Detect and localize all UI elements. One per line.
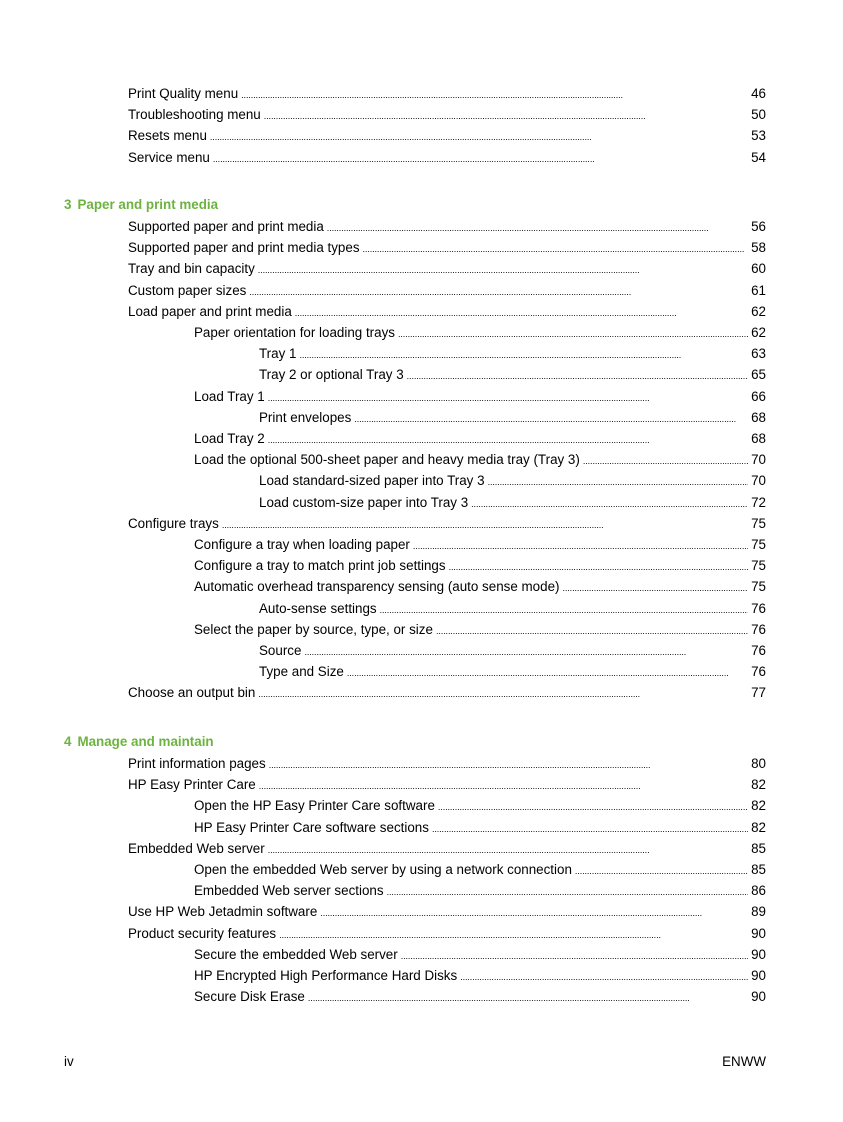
dot-leader bbox=[320, 905, 748, 921]
toc-entry-page: 63 bbox=[751, 346, 766, 362]
toc-entry[interactable] bbox=[128, 304, 766, 321]
toc-entry-page: 76 bbox=[751, 600, 766, 616]
toc-entry-title: Source bbox=[259, 643, 302, 658]
toc-entry[interactable] bbox=[194, 431, 766, 448]
toc-entry-title: Product security features bbox=[128, 925, 277, 941]
dot-leader bbox=[575, 863, 748, 879]
toc-entry[interactable] bbox=[194, 579, 766, 596]
dot-leader bbox=[269, 757, 748, 773]
toc-entry-page: 90 bbox=[751, 925, 766, 941]
dot-leader bbox=[438, 799, 748, 815]
toc-entry-page: 53 bbox=[751, 128, 766, 144]
toc-entry[interactable] bbox=[259, 346, 766, 363]
toc-entry-title: Secure Disk Erase bbox=[194, 989, 305, 1005]
toc-entry-title: Tray 2 or optional Tray 3 bbox=[259, 367, 404, 383]
toc-entry-page: 61 bbox=[751, 282, 766, 298]
toc-entry[interactable] bbox=[259, 410, 766, 427]
toc-entry[interactable] bbox=[194, 537, 766, 554]
toc-entry[interactable] bbox=[194, 389, 766, 406]
toc-entry-page: 85 bbox=[751, 840, 766, 856]
toc-entry[interactable] bbox=[194, 798, 766, 815]
dot-leader bbox=[259, 778, 748, 794]
dot-leader bbox=[387, 884, 749, 900]
toc-entry-page: 50 bbox=[751, 107, 766, 123]
toc-entry-page: 70 bbox=[751, 473, 766, 489]
toc-entry[interactable] bbox=[128, 150, 766, 167]
toc-entry[interactable] bbox=[194, 325, 766, 342]
toc-entry-page: 89 bbox=[751, 904, 766, 920]
toc-entry-page: 90 bbox=[751, 946, 766, 962]
chapter-title: Paper and print media bbox=[77, 197, 219, 212]
dot-leader bbox=[401, 948, 748, 964]
toc-entry-page: 90 bbox=[751, 989, 766, 1005]
toc-entry-page: 68 bbox=[751, 409, 766, 425]
dot-leader bbox=[488, 474, 749, 490]
toc-entry-page: 62 bbox=[751, 303, 766, 319]
toc-entry-page: 72 bbox=[751, 494, 766, 510]
dot-leader bbox=[295, 305, 748, 321]
toc-entry-page: 54 bbox=[751, 149, 766, 165]
dot-leader bbox=[213, 151, 748, 167]
dot-leader bbox=[471, 496, 748, 512]
toc-entry[interactable] bbox=[128, 841, 766, 858]
toc-entry-title: Load Tray 1 bbox=[194, 388, 265, 404]
dot-leader bbox=[279, 927, 748, 943]
toc-entry-title: Open the HP Easy Printer Care software bbox=[194, 798, 435, 814]
toc-entry[interactable] bbox=[259, 601, 766, 618]
toc-entry-title: Choose an output bin bbox=[128, 685, 256, 701]
toc-entry-page: 85 bbox=[751, 862, 766, 877]
chapter-number: 3 bbox=[64, 197, 72, 212]
toc-entry-page: 86 bbox=[751, 883, 766, 899]
footer-page-number: iv bbox=[64, 1054, 74, 1069]
dot-leader bbox=[258, 262, 748, 278]
chapter-title: Manage and maintain bbox=[77, 734, 214, 749]
toc-entry-page: 80 bbox=[751, 756, 766, 771]
toc-entry[interactable] bbox=[259, 643, 766, 660]
toc-entry[interactable] bbox=[128, 261, 766, 278]
toc-entry[interactable] bbox=[128, 283, 766, 300]
toc-entry[interactable] bbox=[259, 664, 766, 681]
toc-entry-title: Load the optional 500-sheet paper and heavy media tray (Tray 3) bbox=[194, 452, 580, 468]
toc-entry-title: Use HP Web Jetadmin software bbox=[128, 904, 318, 920]
toc-entry[interactable] bbox=[128, 219, 766, 236]
toc-entry-title: Tray and bin capacity bbox=[128, 261, 255, 277]
toc-entry-page: 58 bbox=[751, 240, 766, 256]
dot-leader bbox=[304, 644, 748, 660]
toc-entry-title: HP Easy Printer Care software sections bbox=[194, 819, 429, 835]
toc-entry-title: Configure a tray when loading paper bbox=[194, 537, 410, 552]
footer-doc-code: ENWW bbox=[722, 1054, 766, 1069]
toc-entry-title: Select the paper by source, type, or size bbox=[194, 621, 433, 637]
toc-entry-title: Load custom-size paper into Tray 3 bbox=[259, 494, 469, 510]
dot-leader bbox=[210, 129, 748, 145]
toc-entry-title: Supported paper and print media types bbox=[128, 240, 360, 256]
toc-entry-title: Load Tray 2 bbox=[194, 431, 265, 446]
toc-entry[interactable] bbox=[128, 756, 766, 773]
toc-entry-page: 82 bbox=[751, 819, 766, 835]
toc-entry-title: Open the embedded Web server by using a network connection bbox=[194, 862, 572, 877]
dot-leader bbox=[562, 580, 748, 596]
toc-entry-page: 60 bbox=[751, 261, 766, 277]
toc-entry[interactable] bbox=[194, 820, 766, 837]
toc-entry-title: HP Encrypted High Performance Hard Disks bbox=[194, 968, 458, 983]
toc-entry-title: Tray 1 bbox=[259, 346, 297, 362]
dot-leader bbox=[354, 411, 748, 427]
toc-entry-title: Embedded Web server sections bbox=[194, 883, 384, 899]
toc-entry-title: Custom paper sizes bbox=[128, 282, 247, 298]
toc-entry-page: 75 bbox=[751, 515, 766, 531]
toc-entry-title: Load paper and print media bbox=[128, 303, 292, 319]
toc-entry-page: 56 bbox=[751, 219, 766, 234]
toc-entry-page: 90 bbox=[751, 968, 766, 983]
dot-leader bbox=[380, 602, 748, 618]
dot-leader bbox=[398, 326, 748, 342]
toc-entry[interactable] bbox=[259, 473, 766, 490]
toc-entry-page: 76 bbox=[751, 643, 766, 658]
dot-leader bbox=[222, 517, 748, 533]
toc-entry-page: 75 bbox=[751, 537, 766, 552]
dot-leader bbox=[268, 842, 748, 858]
toc-entry[interactable] bbox=[128, 926, 766, 943]
dot-leader bbox=[413, 538, 748, 554]
toc-entry-page: 66 bbox=[751, 388, 766, 404]
dot-leader bbox=[583, 453, 748, 469]
toc-entry-title: Resets menu bbox=[128, 128, 207, 144]
toc-entry-title: Service menu bbox=[128, 149, 210, 165]
toc-entry[interactable] bbox=[194, 883, 766, 900]
toc-entry-page: 75 bbox=[751, 579, 766, 595]
toc-entry-title: Print Quality menu bbox=[128, 86, 239, 101]
dot-leader bbox=[347, 665, 748, 681]
toc-entry[interactable] bbox=[128, 685, 766, 702]
toc-entry-title: Embedded Web server bbox=[128, 840, 265, 856]
toc-entry-title: Print information pages bbox=[128, 756, 266, 771]
toc-entry[interactable] bbox=[194, 968, 766, 985]
dot-leader bbox=[449, 559, 749, 575]
toc-entry-title: Load standard-sized paper into Tray 3 bbox=[259, 473, 485, 489]
dot-leader bbox=[436, 623, 748, 639]
toc-entry[interactable] bbox=[128, 86, 766, 103]
dot-leader bbox=[268, 390, 748, 406]
toc-entry-title: Configure trays bbox=[128, 515, 219, 531]
toc-entry[interactable] bbox=[259, 367, 766, 384]
dot-leader bbox=[432, 821, 748, 837]
toc-entry[interactable] bbox=[194, 558, 766, 575]
toc-entry-title: Configure a tray to match print job settings bbox=[194, 558, 446, 574]
toc-entry-page: 76 bbox=[751, 664, 766, 680]
toc-entry-title: HP Easy Printer Care bbox=[128, 777, 256, 793]
toc-entry-title: Troubleshooting menu bbox=[128, 107, 261, 123]
toc-entry[interactable] bbox=[128, 128, 766, 145]
toc-entry-page: 65 bbox=[751, 367, 766, 383]
dot-leader bbox=[249, 284, 748, 300]
chapter-number: 4 bbox=[64, 734, 72, 749]
dot-leader bbox=[241, 87, 748, 103]
dot-leader bbox=[308, 990, 748, 1006]
toc-entry-page: 77 bbox=[751, 685, 766, 701]
toc-entry-page: 68 bbox=[751, 431, 766, 446]
toc-entry-title: Supported paper and print media bbox=[128, 219, 324, 234]
chapter-heading[interactable] bbox=[64, 197, 218, 213]
toc-entry[interactable] bbox=[128, 516, 766, 533]
dot-leader bbox=[268, 432, 748, 448]
dot-leader bbox=[327, 220, 748, 236]
chapter-heading[interactable] bbox=[64, 734, 214, 750]
dot-leader bbox=[264, 108, 748, 124]
toc-entry-title: Type and Size bbox=[259, 664, 344, 680]
dot-leader bbox=[258, 686, 748, 702]
toc-entry-title: Auto-sense settings bbox=[259, 600, 377, 616]
toc-entry-title: Print envelopes bbox=[259, 409, 352, 425]
dot-leader bbox=[460, 969, 748, 985]
toc-entry[interactable] bbox=[194, 947, 766, 964]
toc-entry-title: Secure the embedded Web server bbox=[194, 946, 398, 962]
toc-entry[interactable] bbox=[128, 107, 766, 124]
toc-entry-page: 75 bbox=[751, 558, 766, 574]
toc-entry-page: 62 bbox=[751, 325, 766, 340]
dot-leader bbox=[299, 347, 748, 363]
toc-entry-title: Automatic overhead transparency sensing (auto sense mode) bbox=[194, 579, 560, 595]
dot-leader bbox=[407, 368, 748, 384]
toc-entry-page: 82 bbox=[751, 777, 766, 793]
toc-entry[interactable] bbox=[194, 989, 766, 1006]
toc-entry[interactable] bbox=[128, 904, 766, 921]
toc-entry-page: 70 bbox=[751, 452, 766, 468]
toc-entry-title: Paper orientation for loading trays bbox=[194, 325, 395, 340]
toc-entry[interactable] bbox=[194, 622, 766, 639]
toc-entry-page: 76 bbox=[751, 621, 766, 637]
toc-entry[interactable] bbox=[194, 862, 766, 879]
toc-entry[interactable] bbox=[128, 240, 766, 257]
toc-entry[interactable] bbox=[259, 495, 766, 512]
toc-entry-page: 82 bbox=[751, 798, 766, 814]
toc-entry[interactable] bbox=[128, 777, 766, 794]
dot-leader bbox=[363, 241, 749, 257]
toc-entry[interactable] bbox=[194, 452, 766, 469]
toc-entry-page: 46 bbox=[751, 86, 766, 101]
